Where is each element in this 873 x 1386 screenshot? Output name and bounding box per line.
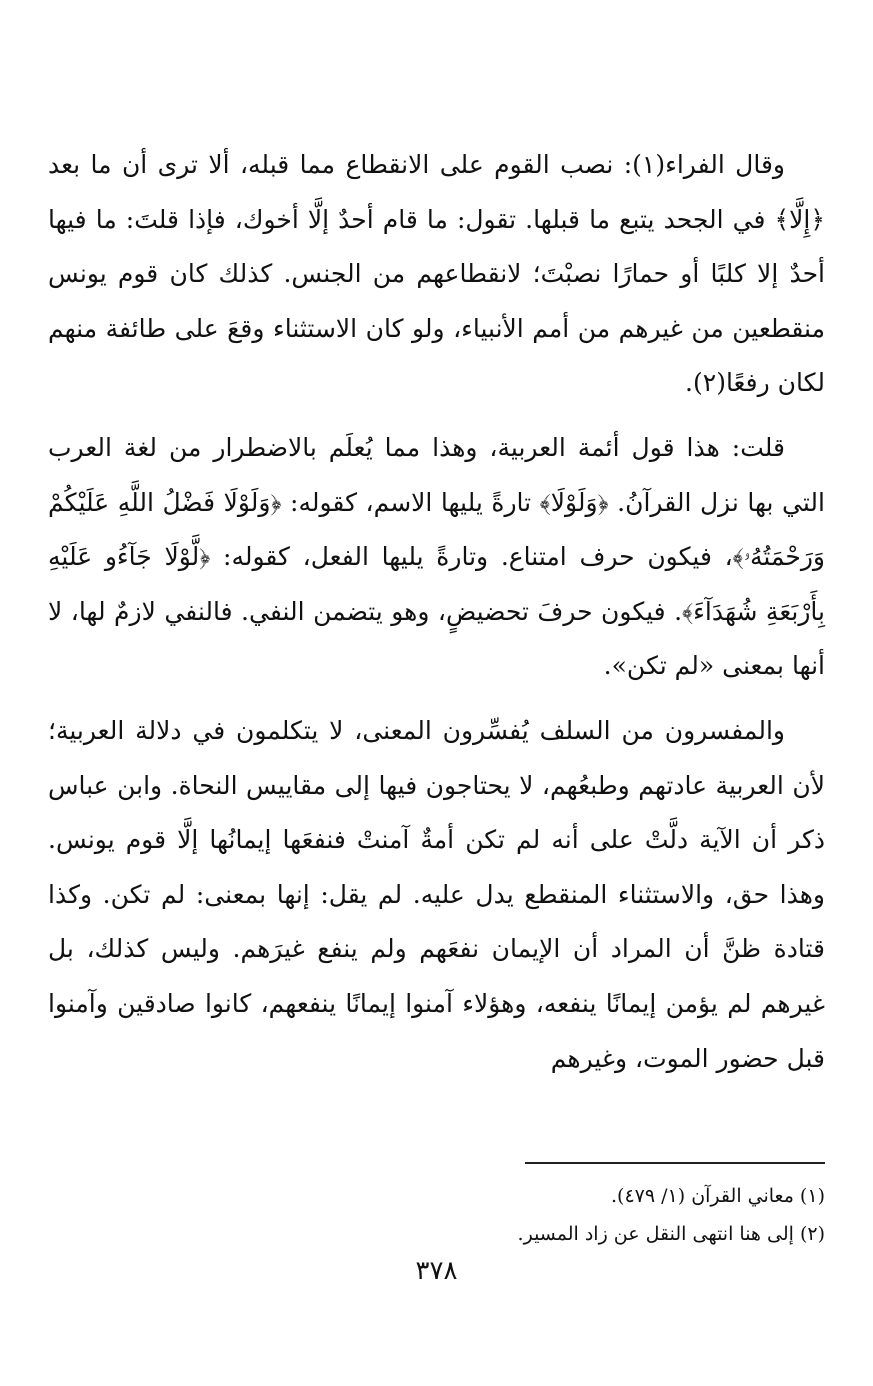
footnote-2: (٢) إلى هنا انتهى النقل عن زاد المسير. bbox=[517, 1223, 825, 1245]
footnote-divider bbox=[525, 1162, 825, 1164]
footnotes bbox=[48, 1177, 825, 1253]
paragraph-2: قلت: هذا قول أئمة العربية، وهذا مما يُعلَم بالاضطرار من لغة العرب التي بها نزل القرآنُ. ﴿وَلَوْلَا﴾ تارةً يليها الاسم، كقوله: ﴿وَلَوْلَا فَضْلُ اللَّهِ عَلَيْكُمْ وَرَحْمَتُهُۥ﴾، فيكون حرف امتناع. وتارةً يليها الفعل، كقوله: ﴿لَّوْلَا جَآءُو عَلَيْهِ بِأَرْبَعَةِ شُهَدَآءَ﴾. فيكون حرفَ تحضيضٍ، وهو يتضمن النفي. فالنفي لازمٌ لها، لا أنها بمعنى «لم تكن». bbox=[48, 432, 825, 681]
main-text bbox=[48, 138, 825, 1096]
page-number: ٣٧٨ bbox=[415, 1256, 458, 1286]
paragraph-1: وقال الفراء(١): نصب القوم على الانقطاع مما قبله، ألا ترى أن ما بعد ﴿إِلَّا﴾ في الجحد يتبع ما قبلها. تقول: ما قام أحدٌ إلَّا أخوك، فإذا قلتَ: ما فيها أحدٌ إلا كلبًا أو حمارًا نصبْتَ؛ لانقطاعهم من الجنس. كذلك كان قوم يونس منقطعين من غيرهم من أمم الأنبياء، ولو كان الاستثناء وقعَ على طائفة منهم لكان رفعًا(٢). bbox=[48, 150, 825, 398]
footnote-1: (١) معاني القرآن (١/ ٤٧٩). bbox=[611, 1185, 825, 1207]
paragraph-3: والمفسرون من السلف يُفسِّرون المعنى، لا يتكلمون في دلالة العربية؛ لأن العربية عادتهم وطبعُهم، لا يحتاجون فيها إلى مقاييس النحاة. وابن عباس ذكر أن الآية دلَّتْ على أنه لم تكن أمةٌ آمنتْ فنفعَها إيمانُها إلَّا قوم يونس. وهذا حق، والاستثناء المنقطع يدل عليه. لم يقل: إنها بمعنى: لم تكن. وكذا قتادة ظنَّ أن المراد أن الإيمان نفعَهم ولم ينفع غيرَهم. وليس كذلك، بل غيرهم لم يؤمن إيمانًا ينفعه، وهؤلاء آمنوا إيمانًا ينفعهم، كانوا صادقين وآمنوا قبل حضور الموت، وغيرهم bbox=[48, 715, 825, 1073]
